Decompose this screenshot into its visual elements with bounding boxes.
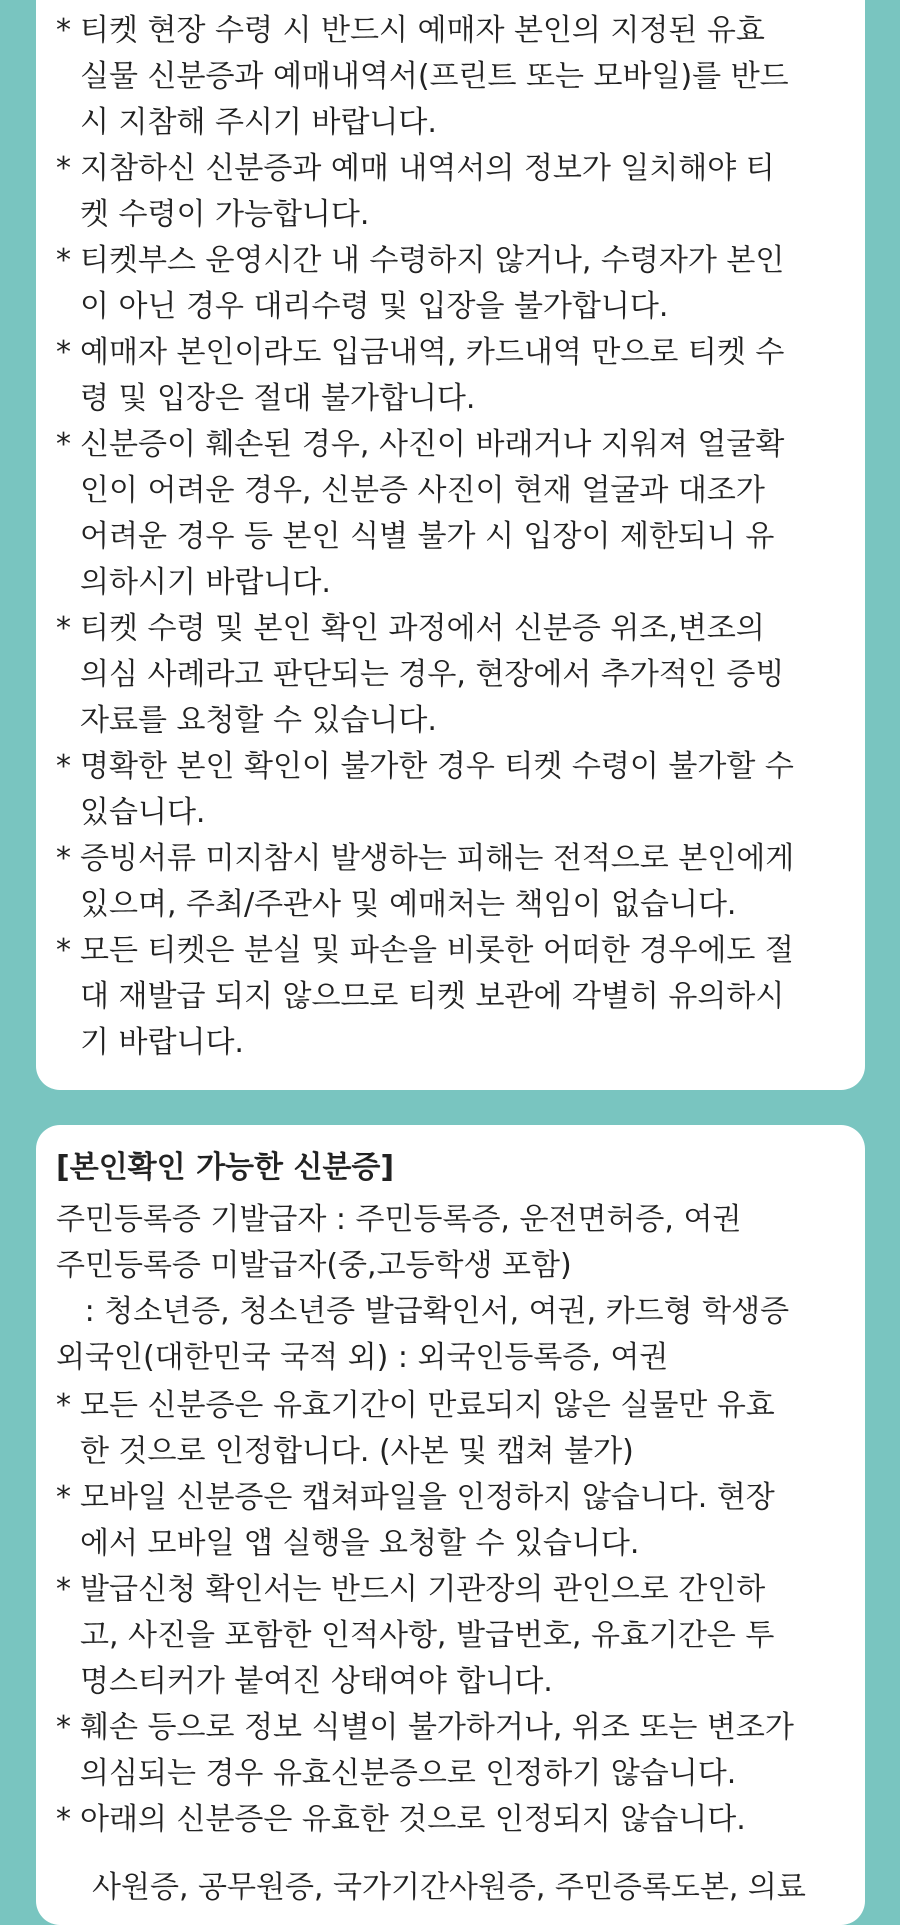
asterisk-bullet: * [56,1388,71,1423]
notice-item [36,1797,794,1843]
asterisk-bullet: * [56,427,71,462]
id-notice-list [36,1383,794,1843]
notice-item [36,1383,794,1475]
notice-text: 지참하신 신분증과 예매 내역서의 정보가 일치해야 티 켓 수령이 가능합니다. [80,151,775,232]
notice-item [36,1475,794,1567]
notice-item [36,146,794,238]
asterisk-bullet: * [56,1710,71,1745]
asterisk-bullet: * [56,611,71,646]
notice-text: 티켓부스 운영시간 내 수령하지 않거나, 수령자가 본인 이 아닌 경우 대리수령 및 입장을 불가합니다. [80,243,785,324]
ticket-notice-card [36,0,865,1090]
notice-item [36,606,794,744]
id-type-line: 외국인(대한민국 국적 외) : 외국인등록증, 여권 [56,1340,669,1375]
notice-text: 모든 신분증은 유효기간이 만료되지 않은 실물만 유효 한 것으로 인정합니다. (사본 및 캡쳐 불가) [80,1388,775,1469]
asterisk-bullet: * [56,1480,71,1515]
notice-text: 예매자 본인이라도 입금내역, 카드내역 만으로 티켓 수 령 및 입장은 절대 불가합니다. [80,335,785,416]
notice-text: 티켓 수령 및 본인 확인 과정에서 신분증 위조,변조의 의심 사례라고 판단되는 경우, 현장에서 추가적인 증빙 자료를 요청할 수 있습니다. [80,611,785,738]
clipped-text-line: 사원증, 공무원증, 국가기간사원증, 주민증록도본, 의료 [92,1870,806,1905]
notice-text: 모든 티켓은 분실 및 파손을 비롯한 어떠한 경우에도 절 대 재발급 되지 않으므로 티켓 보관에 각별히 유의하시 기 바랍니다. [80,933,794,1060]
notice-item [36,422,794,606]
notice-item [36,238,794,330]
notice-text: 증빙서류 미지참시 발생하는 피해는 전적으로 본인에게 있으며, 주최/주관사 및 예매처는 책임이 없습니다. [80,841,795,922]
notice-text: 훼손 등으로 정보 식별이 불가하거나, 위조 또는 변조가 의심되는 경우 유효신분증으로 인정하기 않습니다. [80,1710,794,1791]
section-title: [본인확인 가능한 신분증] [56,1150,395,1185]
asterisk-bullet: * [56,1572,71,1607]
asterisk-bullet: * [56,151,71,186]
notice-item [36,1705,794,1797]
notice-item [36,744,794,836]
notice-item [36,1567,794,1705]
notice-item [36,836,794,928]
asterisk-bullet: * [56,243,71,278]
asterisk-bullet: * [56,13,71,48]
notice-text: 발급신청 확인서는 반드시 기관장의 관인으로 간인하 고, 사진을 포함한 인적사항, 발급번호, 유효기간은 투 명스티커가 붙여진 상태여야 합니다. [80,1572,775,1699]
notice-text: 아래의 신분증은 유효한 것으로 인정되지 않습니다. [80,1802,746,1837]
asterisk-bullet: * [56,749,71,784]
id-type-line: 주민등록증 기발급자 : 주민등록증, 운전면허증, 여권 [56,1202,742,1237]
valid-id-list [56,1197,789,1381]
notice-text: 신분증이 훼손된 경우, 사진이 바래거나 지워져 얼굴확 인이 어려운 경우, 신분증 사진이 현재 얼굴과 대조가 어려운 경우 등 본인 식별 불가 시 입장이 제한되니 유 의하시기 바랍니다. [80,427,785,600]
notice-text: 티켓 현장 수령 시 반드시 예매자 본인의 지정된 유효 실물 신분증과 예매내역서(프린트 또는 모바일)를 반드 시 지참해 주시기 바랍니다. [80,13,789,140]
notice-text: 명확한 본인 확인이 불가한 경우 티켓 수령이 불가할 수 있습니다. [80,749,794,830]
asterisk-bullet: * [56,335,71,370]
valid-id-card [36,1125,865,1925]
asterisk-bullet: * [56,841,71,876]
id-type-line: 주민등록증 미발급자(중,고등학생 포함) [56,1248,572,1283]
notice-item [36,928,794,1066]
notice-item [36,330,794,422]
notice-text: 모바일 신분증은 캡쳐파일을 인정하지 않습니다. 현장 에서 모바일 앱 실행을 요청할 수 있습니다. [80,1480,775,1561]
ticket-notice-list [36,8,794,1066]
id-type-line: : 청소년증, 청소년증 발급확인서, 여권, 카드형 학생증 [56,1294,790,1329]
asterisk-bullet: * [56,933,71,968]
asterisk-bullet: * [56,1802,71,1837]
notice-item [36,8,794,146]
